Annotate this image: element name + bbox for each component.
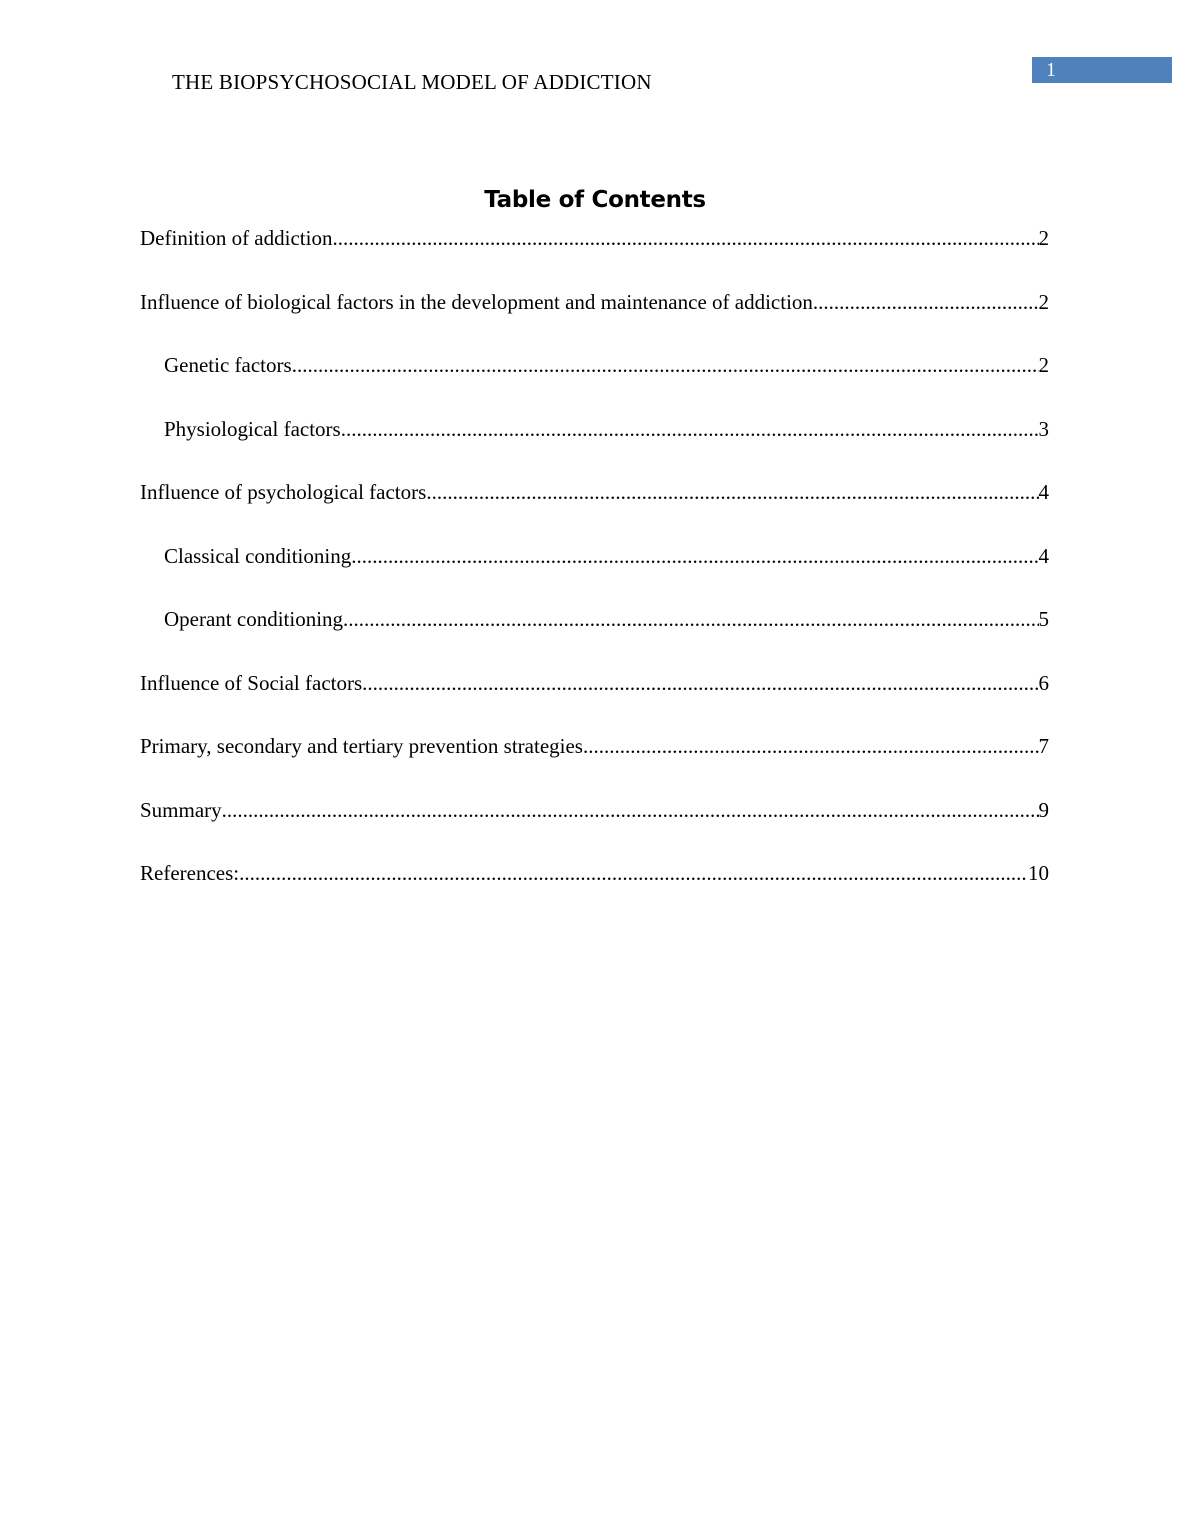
toc-entry-prevention-strategies[interactable]	[140, 730, 1049, 794]
toc-dot-leader	[351, 540, 1038, 572]
toc-entry-references[interactable]	[140, 857, 1049, 921]
toc-heading: Table of Contents	[484, 187, 706, 213]
toc-entry-classical-conditioning[interactable]	[140, 540, 1049, 604]
toc-entry-definition-of-addiction[interactable]	[140, 222, 1049, 286]
toc-entry-page: 3	[1038, 416, 1049, 441]
toc-dot-leader	[222, 794, 1039, 826]
toc-entry-genetic-factors[interactable]	[140, 349, 1049, 413]
running-header-title: THE BIOPSYCHOSOCIAL MODEL OF ADDICTION	[172, 70, 652, 94]
toc-dot-leader	[292, 349, 1039, 381]
toc-entry-label: Genetic factors	[164, 353, 292, 377]
toc-entry-page: 2	[1038, 289, 1049, 314]
toc-entry-label: Classical conditioning	[164, 543, 352, 568]
toc-entry-page: 9	[1038, 797, 1049, 822]
toc-entry-page: 6	[1038, 670, 1049, 695]
toc-entry-page: 4	[1038, 480, 1049, 504]
toc-entry-physiological-factors[interactable]	[140, 413, 1049, 477]
toc-entry-label: Summary	[140, 797, 222, 822]
toc-entry-summary[interactable]	[140, 794, 1049, 858]
toc-entry-page: 2	[1038, 226, 1049, 250]
toc-entry-social-factors[interactable]	[140, 667, 1049, 731]
toc-dot-leader	[426, 476, 1038, 508]
toc-entry-label: Primary, secondary and tertiary prevention strategies	[140, 734, 583, 758]
toc-dot-leader	[583, 730, 1039, 762]
toc-dot-leader	[341, 413, 1039, 445]
toc-entry-biological-factors[interactable]	[140, 286, 1049, 350]
toc-dot-leader	[332, 222, 1038, 254]
toc-dot-leader	[362, 667, 1038, 699]
toc-dot-leader	[813, 286, 1039, 318]
toc-entry-label: Operant conditioning	[164, 607, 344, 631]
toc-dot-leader	[343, 603, 1038, 635]
toc-entry-label: Influence of psychological factors	[140, 480, 427, 504]
toc-entry-page: 2	[1038, 353, 1049, 377]
toc-entry-label: Influence of Social factors	[140, 670, 363, 695]
toc-entry-psychological-factors[interactable]	[140, 476, 1049, 540]
toc-entry-page: 10	[1028, 861, 1049, 885]
toc-entry-label: Physiological factors	[164, 416, 341, 441]
page-number: 1	[1046, 59, 1056, 81]
toc-dot-leader	[239, 857, 1028, 889]
toc-entry-page: 7	[1038, 734, 1049, 758]
toc-entry-label: Definition of addiction	[140, 226, 333, 250]
toc-entry-page: 4	[1038, 543, 1049, 568]
toc-entry-label: References:	[140, 861, 240, 885]
toc-entry-label: Influence of biological factors in the development and maintenance of addiction	[140, 289, 813, 314]
toc-entry-operant-conditioning[interactable]	[140, 603, 1049, 667]
toc-entry-page: 5	[1038, 607, 1049, 631]
page-number-badge	[1032, 57, 1172, 83]
table-of-contents	[140, 222, 1049, 921]
